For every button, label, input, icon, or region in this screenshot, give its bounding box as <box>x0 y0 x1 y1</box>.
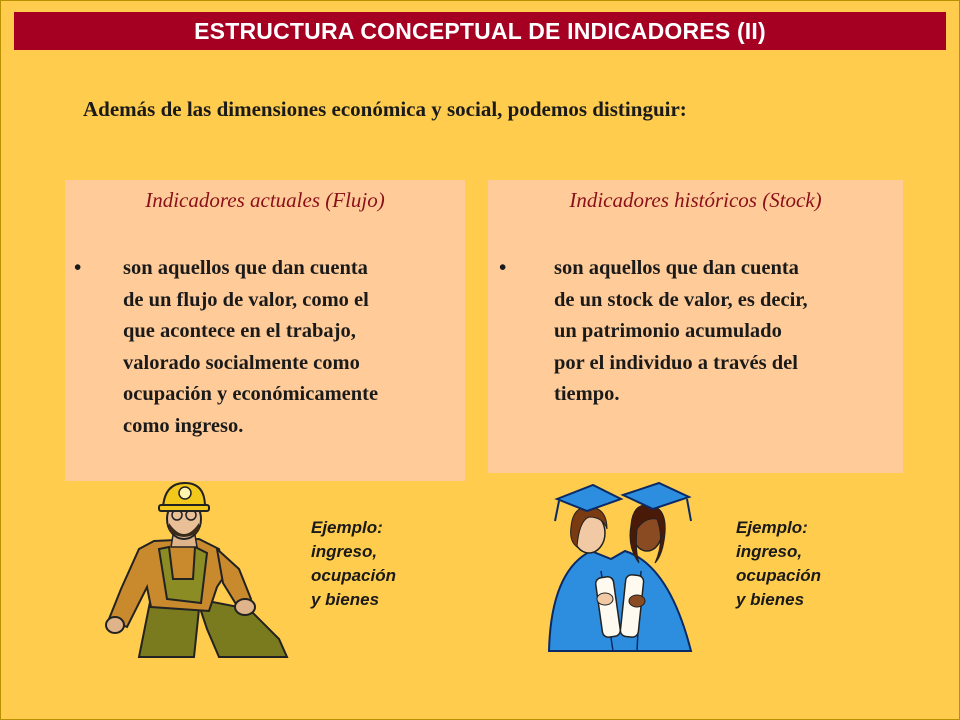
bullet-icon: • <box>74 255 82 279</box>
graduates-illustration <box>541 481 699 657</box>
description-line: que acontece en el trabajo, <box>123 320 356 342</box>
flow-indicators-description <box>123 253 468 442</box>
example-line: ingreso, <box>311 542 378 561</box>
miner-illustration <box>99 479 289 659</box>
description-line: como ingreso. <box>123 414 244 437</box>
slide-title: ESTRUCTURA CONCEPTUAL DE INDICADORES (II) <box>194 17 766 44</box>
example-line: y bienes <box>736 590 805 609</box>
description-line: son aquellos que dan cuenta <box>554 257 799 279</box>
description-line: ocupación y económicamente <box>123 383 379 405</box>
example-line: Ejemplo: <box>311 518 383 537</box>
flow-indicators-box <box>65 180 465 481</box>
example-line: ingreso, <box>736 542 803 561</box>
description-line: de un flujo de valor, como el <box>123 288 369 311</box>
intro-text: Además de las dimensiones económica y social, podemos distinguir: <box>83 97 687 121</box>
description-line: valorado socialmente como <box>123 351 360 374</box>
right-example-text <box>736 516 821 612</box>
stock-indicators-heading: Indicadores históricos (Stock) <box>569 188 822 212</box>
flow-indicators-heading: Indicadores actuales (Flujo) <box>145 188 385 212</box>
description-line: tiempo. <box>554 383 620 405</box>
description-line: un patrimonio acumulado <box>554 320 782 342</box>
bullet-icon: • <box>499 255 507 279</box>
description-line: por el individuo a través del <box>554 351 798 374</box>
title-bar <box>14 12 946 50</box>
description-line: son aquellos que dan cuenta <box>123 257 368 279</box>
description-line: de un stock de valor, es decir, <box>554 288 808 311</box>
example-line: y bienes <box>311 590 380 609</box>
example-line: Ejemplo: <box>736 518 808 537</box>
left-example-text <box>311 516 396 612</box>
stock-indicators-box <box>488 180 903 473</box>
stock-indicators-description <box>554 253 899 411</box>
example-line: ocupación <box>736 566 822 585</box>
example-line: ocupación <box>311 566 397 585</box>
